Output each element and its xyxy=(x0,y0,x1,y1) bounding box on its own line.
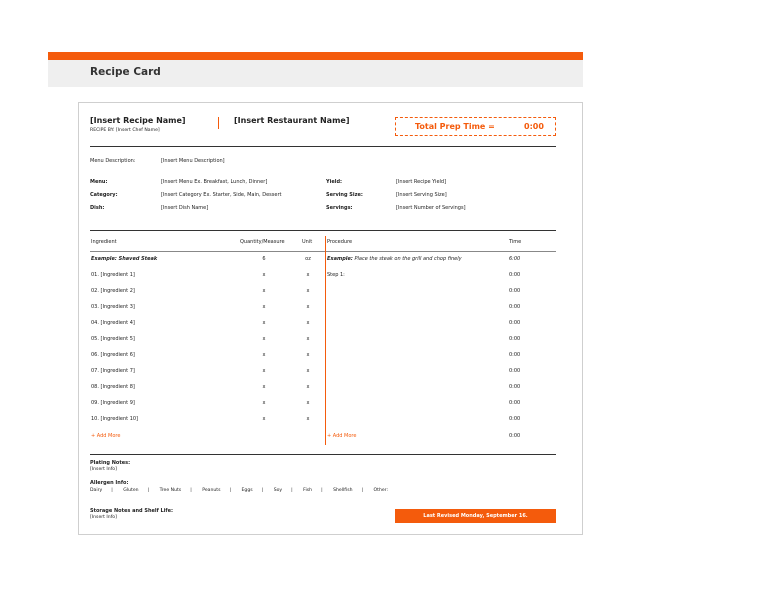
menu-description-label: Menu Description: xyxy=(90,158,136,164)
example-quantity: 6 xyxy=(262,256,266,262)
dish-value[interactable]: [Insert Dish Name] xyxy=(161,205,209,211)
allergen-other[interactable]: Other: xyxy=(373,488,389,493)
example-time: 6:00 xyxy=(509,256,521,262)
category-label: Category: xyxy=(90,192,118,198)
time-cell[interactable]: 0:00 xyxy=(509,336,521,342)
ingredient-cell[interactable]: 07. [Ingredient 7] xyxy=(91,368,135,374)
time-cell[interactable]: 0:00 xyxy=(509,304,521,310)
time-cell[interactable]: 0:00 xyxy=(509,320,521,326)
time-cell[interactable]: 0:00 xyxy=(509,352,521,358)
menu-description-value[interactable]: [Insert Menu Description] xyxy=(161,158,225,164)
quantity-header: Quantity/Measure xyxy=(240,239,285,245)
example-procedure xyxy=(327,256,462,262)
divider xyxy=(90,230,556,231)
example-ingredient: Example: Shaved Steak xyxy=(91,256,158,262)
quantity-cell[interactable]: x xyxy=(262,368,266,374)
last-revised-banner: Last Revised Monday, September 16. xyxy=(395,509,556,523)
serving-size-value[interactable]: [Insert Serving Size] xyxy=(396,192,447,198)
ingredient-cell[interactable]: 05. [Ingredient 5] xyxy=(91,336,135,342)
restaurant-name[interactable]: [Insert Restaurant Name] xyxy=(234,116,350,125)
unit-cell[interactable]: x xyxy=(306,320,310,326)
ingredient-cell[interactable]: 02. [Ingredient 2] xyxy=(91,288,135,294)
allergen-separator: | xyxy=(361,488,364,493)
ingredient-cell[interactable]: 01. [Ingredient 1] xyxy=(91,272,135,278)
title-divider xyxy=(218,117,219,129)
ingredient-cell[interactable]: 04. [Ingredient 4] xyxy=(91,320,135,326)
servings-label: Servings: xyxy=(326,205,353,211)
prep-time-label: Total Prep Time = xyxy=(415,122,495,131)
top-accent-bar xyxy=(48,52,583,60)
divider xyxy=(90,454,556,455)
allergen-separator: | xyxy=(321,488,323,493)
table-row xyxy=(90,304,556,314)
table-header-row xyxy=(90,239,556,249)
recipe-card xyxy=(78,102,583,535)
allergen-eggs[interactable]: Eggs xyxy=(241,488,253,493)
page-header xyxy=(48,60,583,87)
time-cell[interactable]: 0:00 xyxy=(509,384,521,390)
quantity-cell[interactable]: x xyxy=(262,352,266,358)
ingredient-cell[interactable]: 06. [Ingredient 6] xyxy=(91,352,135,358)
ingredient-cell[interactable]: 08. [Ingredient 8] xyxy=(91,384,135,390)
table-row xyxy=(90,272,556,282)
table-row xyxy=(90,320,556,330)
divider xyxy=(90,251,556,252)
add-more-time[interactable]: 0:00 xyxy=(509,433,521,439)
page-title: Recipe Card xyxy=(90,66,161,78)
ingredient-cell[interactable]: 03. [Ingredient 3] xyxy=(91,304,135,310)
unit-cell[interactable]: x xyxy=(306,272,310,278)
unit-cell[interactable]: x xyxy=(306,400,310,406)
quantity-cell[interactable]: x xyxy=(262,384,266,390)
unit-cell[interactable]: x xyxy=(306,352,310,358)
allergen-separator: | xyxy=(291,488,293,493)
example-procedure-text: Place the steak on the grill and chop finely xyxy=(354,256,462,262)
time-cell[interactable]: 0:00 xyxy=(509,400,521,406)
quantity-cell[interactable]: x xyxy=(262,272,266,278)
category-value[interactable]: [Insert Category Ex. Starter, Side, Main, Dessert xyxy=(161,192,282,198)
allergen-separator: | xyxy=(261,488,264,493)
time-cell[interactable]: 0:00 xyxy=(509,288,521,294)
add-more-procedure-link[interactable]: + Add More xyxy=(327,433,357,439)
unit-cell[interactable]: x xyxy=(306,288,310,294)
unit-cell[interactable]: x xyxy=(306,368,310,374)
example-unit: oz xyxy=(305,256,311,262)
quantity-cell[interactable]: x xyxy=(262,304,266,310)
unit-cell[interactable]: x xyxy=(306,336,310,342)
allergen-soy[interactable]: Soy xyxy=(273,488,283,493)
add-more-row xyxy=(90,433,556,443)
allergen-separator: | xyxy=(147,488,150,493)
example-procedure-label: Example: xyxy=(327,256,353,262)
table-row xyxy=(90,384,556,394)
table-row xyxy=(90,336,556,346)
servings-value[interactable]: [Insert Number of Servings] xyxy=(396,205,466,211)
ingredient-header: Ingredient xyxy=(91,239,117,245)
time-header: Time xyxy=(509,239,522,245)
prep-time-value[interactable]: 0:00 xyxy=(524,122,544,131)
allergen-separator: | xyxy=(190,488,192,493)
dish-label: Dish: xyxy=(90,205,105,211)
table-row xyxy=(90,288,556,298)
plating-notes-label: Plating Notes: xyxy=(90,460,131,466)
table-row xyxy=(90,256,556,266)
quantity-cell[interactable]: x xyxy=(262,400,266,406)
menu-value[interactable]: [Insert Menu Ex. Breakfast, Lunch, Dinner] xyxy=(161,179,268,185)
time-cell[interactable]: 0:00 xyxy=(509,416,521,422)
table-row xyxy=(90,368,556,378)
table-row xyxy=(90,400,556,410)
procedure-header: Procedure xyxy=(327,239,353,245)
quantity-cell[interactable]: x xyxy=(262,320,266,326)
unit-header: Unit xyxy=(302,239,313,245)
unit-cell[interactable]: x xyxy=(306,304,310,310)
serving-size-label: Serving Size: xyxy=(326,192,363,198)
table-row xyxy=(90,416,556,426)
unit-cell[interactable]: x xyxy=(306,416,310,422)
allergen-fish[interactable]: Fish xyxy=(303,488,313,493)
plating-notes-value[interactable]: [Insert Info] xyxy=(90,467,117,472)
storage-notes-value[interactable]: [Insert Info] xyxy=(90,515,117,520)
allergen-dairy[interactable]: Dairy xyxy=(90,488,103,493)
storage-notes-label: Storage Notes and Shelf Life: xyxy=(90,508,173,514)
allergen-shellfish[interactable]: Shellfish xyxy=(333,488,353,493)
table-row xyxy=(90,352,556,362)
quantity-cell[interactable]: x xyxy=(262,336,266,342)
allergen-list xyxy=(90,488,388,493)
yield-label: Yield: xyxy=(326,179,343,185)
recipe-name[interactable]: [Insert Recipe Name] xyxy=(90,116,186,125)
quantity-cell[interactable]: x xyxy=(262,288,266,294)
time-cell[interactable]: 0:00 xyxy=(509,368,521,374)
add-more-ingredient-link[interactable]: + Add More xyxy=(91,433,121,439)
allergen-separator: | xyxy=(229,488,232,493)
menu-label: Menu: xyxy=(90,179,108,185)
ingredient-cell[interactable]: 09. [Ingredient 9] xyxy=(91,400,135,406)
total-prep-time-box xyxy=(395,117,556,136)
allergen-tree-nuts[interactable]: Tree Nuts xyxy=(159,488,182,493)
allergen-info-label: Allergen Info: xyxy=(90,480,129,486)
ingredient-cell[interactable]: 10. [Ingredient 10] xyxy=(91,416,139,422)
quantity-cell[interactable]: x xyxy=(262,416,266,422)
recipe-by[interactable]: RECIPE BY: [Insert Chef Name] xyxy=(90,128,160,133)
time-cell[interactable]: 0:00 xyxy=(509,272,521,278)
allergen-gluten[interactable]: Gluten xyxy=(123,488,139,493)
unit-cell[interactable]: x xyxy=(306,384,310,390)
divider xyxy=(90,146,556,147)
yield-value[interactable]: [Insert Recipe Yield] xyxy=(396,179,447,185)
procedure-cell[interactable]: Step 1: xyxy=(327,272,345,278)
allergen-separator: | xyxy=(111,488,113,493)
allergen-peanuts[interactable]: Peanuts xyxy=(202,488,221,493)
